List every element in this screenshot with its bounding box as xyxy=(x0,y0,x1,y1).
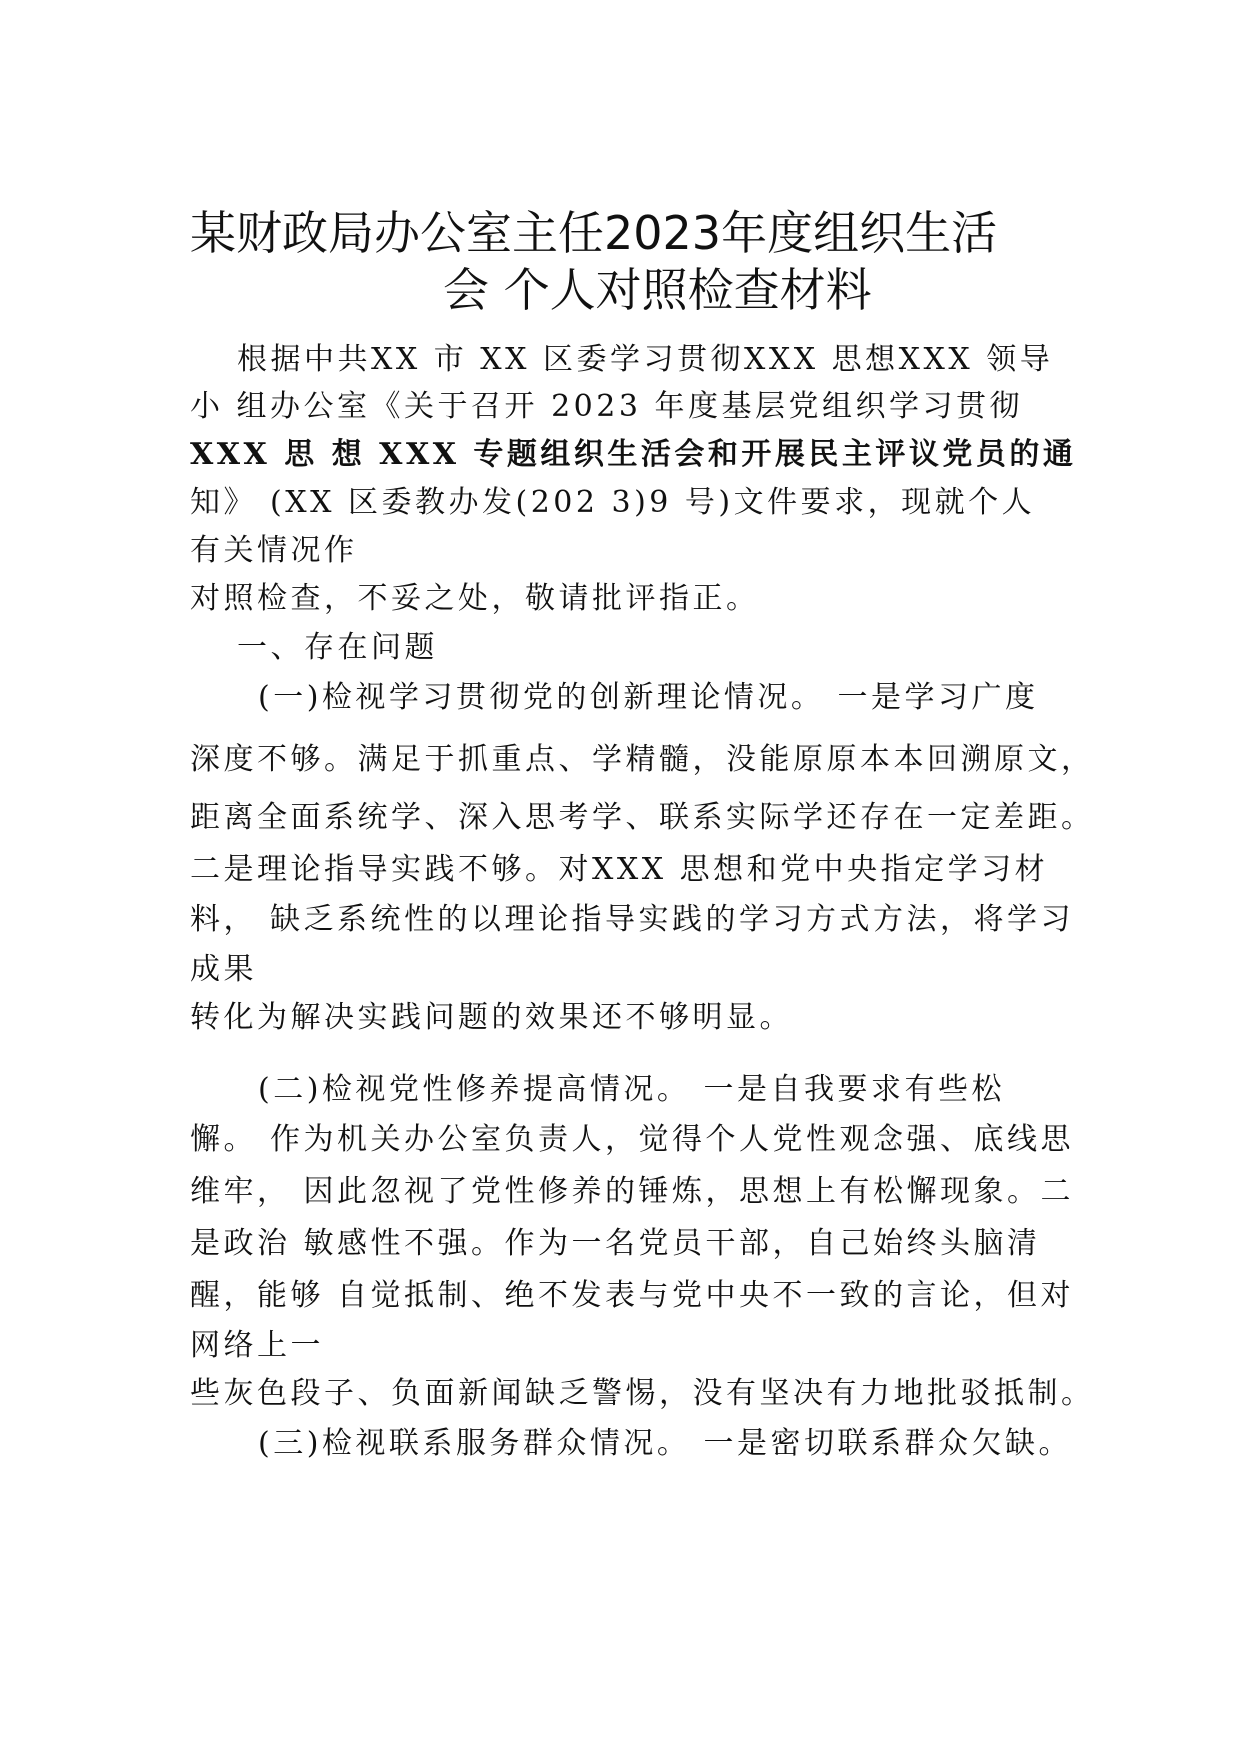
document-page: 某财政局办公室主任2023年度组织生活 会 个人对照检查材料 根据中共XX 市 XX 区委学习贯彻XXX 思想XXX 领导 小 组办公室《关于召开 2023 年度基层党组织学习贯彻 XXX 思 想 XXX 专题组织生活会和开展民主评议党员的通 知》 (XX 区委教办发(202 3)9 号)文件要求，现就个人 有关情况作 对照检查，不妥之处，敬请批评指正。 一、存在问题 (一)检视学习贯彻党的创新理论情况。 一是学习广度 深度不够。满足于抓重点、学精髓，没能原原本本回溯原文， 距离全面系统学、深入思考学、联系实际学还存在一定差距。 二是理论指导实践不够。对XXX 思想和党中央指定学习材 料， 缺乏系统性的以理论指导实践的学习方式方法，将学习 成果 转化为解决实践问题的效果还不够明显。 (二)检视党性修养提高情况。 一是自我要求有些松 懈。 作为机关办公室负责人，觉得个人党性观念强、底线思 维牢， 因此忽视了党性修养的锤炼，思想上有松懈现象。二 是政治 敏感性不强。作为一名党员干部，自己始终头脑清 醒，能够 自觉抵制、绝不发表与党中央不一致的言论，但对 网络上一 些灰色段子、负面新闻缺乏警惕，没有坚决有力地批驳抵制。 (三)检视联系服务群众情况。 一是密切联系群众欠缺。 xyxy=(190,206,1095,1461)
